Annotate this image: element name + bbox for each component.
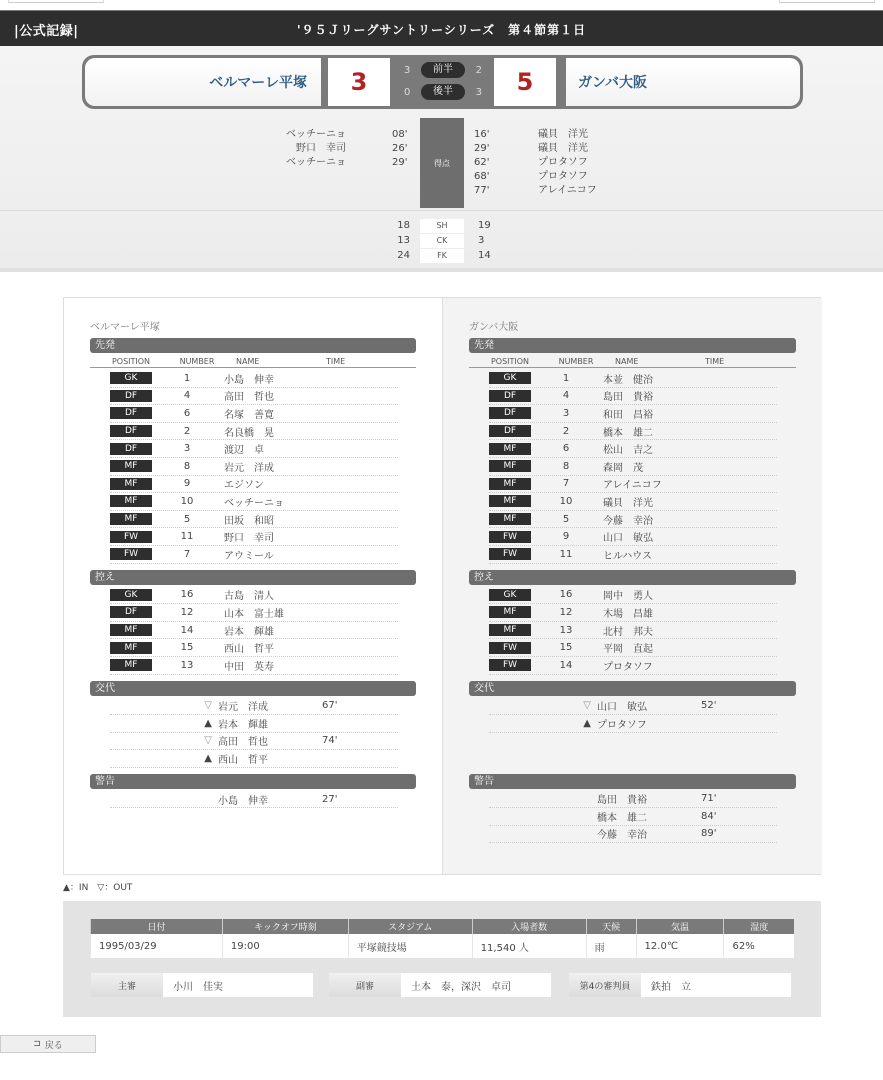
player-row [110, 657, 398, 675]
second-half-home: 0 [404, 86, 411, 98]
position-badge: MF [110, 478, 152, 490]
player-name: ヒルハウス [603, 550, 652, 562]
position-badge: MF [489, 478, 531, 490]
sub-in-icon: ▲ [583, 717, 591, 729]
player-name: 西山 哲平 [224, 644, 274, 656]
player-name: 北村 邦夫 [603, 626, 653, 638]
player-number: 14 [180, 624, 194, 636]
player-name: 今藤 幸治 [603, 515, 653, 527]
col-number: NUMBER [179, 357, 215, 366]
caution-row [489, 826, 777, 844]
player-name: 山本 富士雄 [224, 608, 284, 620]
sub-out-icon: ▽ [204, 735, 212, 747]
player-number: 6 [562, 443, 570, 455]
in-out-legend: ▲：IN ▽：OUT [63, 883, 133, 893]
position-badge: DF [110, 443, 152, 455]
header-kickoff: キックオフ時刻 [222, 919, 348, 934]
player-name: 古島 清人 [224, 591, 274, 603]
player-row [489, 405, 777, 423]
player-name: 名良橋 晃 [224, 427, 274, 439]
player-name: 島田 貴裕 [597, 795, 647, 807]
changes-header: 交代 [90, 681, 416, 696]
position-badge: MF [110, 460, 152, 472]
substitution-row [489, 698, 777, 716]
position-badge: MF [110, 642, 152, 654]
player-name: 岩元 洋成 [224, 462, 274, 474]
col-number: NUMBER [558, 357, 594, 366]
cautions-header: 警告 [469, 774, 796, 789]
home-team-label: ベルマーレ平塚 [90, 322, 160, 333]
value-stadium: 平塚競技場 [348, 934, 472, 958]
position-badge: MF [489, 624, 531, 636]
col-time: TIME [326, 357, 346, 366]
position-badge: MF [489, 443, 531, 455]
player-name: 岩本 輝雄 [224, 626, 274, 638]
header-humidity: 湿度 [724, 919, 794, 934]
player-row [489, 493, 777, 511]
player-number: 11 [559, 548, 573, 560]
position-badge: DF [489, 425, 531, 437]
shots-label: SH [420, 219, 464, 233]
home-lineup [64, 298, 443, 874]
player-row [110, 388, 398, 406]
position-badge: MF [489, 495, 531, 507]
caution-time: 27' [322, 793, 338, 805]
column-headers [90, 355, 416, 368]
first-half-label: 前半 [421, 62, 465, 78]
player-number: 11 [180, 531, 194, 543]
home-goal-scorer: 野口 幸司 [296, 143, 346, 154]
player-number: 10 [180, 495, 194, 507]
caution-row [489, 791, 777, 809]
player-name: 高田 哲也 [224, 392, 274, 404]
home-goal-scorer: ベッチーニョ [286, 157, 346, 168]
player-number: 3 [562, 407, 570, 419]
position-badge: FW [489, 642, 531, 654]
sub-out-icon: ▽ [583, 700, 591, 712]
value-temperature: 12.0℃ [636, 934, 724, 958]
player-name: 名塚 善寛 [224, 409, 274, 421]
player-row [110, 370, 398, 388]
position-badge: GK [110, 372, 152, 384]
player-row [489, 604, 777, 622]
away-goal-scorer: アレイニコフ [538, 185, 597, 196]
player-name: 岩本 輝雄 [218, 719, 268, 731]
referee-fourth [569, 973, 791, 997]
header-attendance: 入場者数 [472, 919, 586, 934]
player-number: 13 [180, 659, 194, 671]
home-team-name: ベルマーレ平塚 [85, 58, 321, 106]
player-row [110, 440, 398, 458]
value-humidity: 62% [724, 934, 794, 958]
score-area [0, 46, 883, 272]
value-attendance: 11,540 人 [472, 934, 586, 958]
player-name: 小島 伸幸 [218, 795, 268, 807]
away-goal-minute: 62' [474, 157, 490, 168]
referee-assistant-value: 土本 泰，深沢 卓司 [401, 973, 551, 997]
player-number: 14 [559, 659, 573, 671]
player-row [489, 370, 777, 388]
home-corners: 13 [397, 235, 410, 246]
position-badge: GK [489, 372, 531, 384]
player-name: アウミール [224, 550, 274, 562]
player-name: アレイニコフ [603, 480, 662, 492]
player-name: 高田 哲也 [218, 737, 268, 749]
player-number: 2 [562, 425, 570, 437]
player-number: 16 [180, 589, 194, 601]
away-goal-scorer: 礒貝 洋光 [538, 129, 588, 140]
cautions-header: 警告 [90, 774, 416, 789]
away-score: 5 [494, 58, 556, 106]
header-stadium: スタジアム [348, 919, 472, 934]
player-number: 12 [559, 606, 573, 618]
player-name: プロタソフ [603, 661, 653, 673]
starters-header: 先発 [469, 338, 796, 353]
position-badge: FW [110, 531, 152, 543]
substitution-row [110, 733, 398, 751]
match-stats [0, 210, 883, 270]
player-name: 田坂 和昭 [224, 515, 274, 527]
player-number: 9 [183, 478, 191, 490]
goals-section [0, 118, 883, 208]
subs-header: 控え [90, 570, 416, 585]
second-half-away: 3 [475, 86, 482, 98]
position-badge: GK [489, 589, 531, 601]
corners-label: CK [420, 234, 464, 248]
player-number: 3 [183, 443, 191, 455]
player-name: 和田 昌裕 [603, 409, 653, 421]
position-badge: MF [489, 513, 531, 525]
col-name: NAME [615, 357, 639, 366]
position-badge: FW [489, 659, 531, 671]
position-badge: MF [489, 606, 531, 618]
away-shots: 19 [478, 220, 491, 231]
player-name: 小島 伸幸 [224, 374, 274, 386]
player-row [489, 546, 777, 564]
player-number: 5 [183, 513, 191, 525]
away-goal-minute: 68' [474, 171, 490, 182]
caution-time: 71' [701, 793, 717, 805]
top-strip [0, 0, 883, 10]
player-row [110, 511, 398, 529]
player-name: エジソン [224, 480, 264, 492]
player-row [110, 458, 398, 476]
position-badge: DF [110, 425, 152, 437]
sub-in-icon: ▲ [204, 717, 212, 729]
value-date: 1995/03/29 [91, 934, 223, 958]
position-badge: FW [489, 548, 531, 560]
back-button[interactable] [0, 1035, 96, 1053]
position-badge: DF [489, 390, 531, 402]
player-row [110, 528, 398, 546]
away-lineup [443, 298, 822, 874]
value-kickoff: 19:00 [222, 934, 348, 958]
referee-fourth-value: 鉄拍 立 [641, 973, 791, 997]
player-name: 松山 吉之 [603, 445, 653, 457]
player-name: 山口 敏弘 [603, 533, 653, 545]
player-name: 今藤 幸治 [597, 830, 647, 842]
second-half-score [398, 82, 488, 102]
referee-main-value: 小川 佳実 [163, 973, 313, 997]
position-badge: MF [110, 624, 152, 636]
position-badge: MF [110, 495, 152, 507]
first-half-score [398, 60, 488, 80]
away-team-label: ガンバ大阪 [469, 322, 519, 333]
player-number: 1 [183, 372, 191, 384]
player-number: 15 [559, 642, 573, 654]
player-row [489, 440, 777, 458]
caution-time: 89' [701, 828, 717, 840]
player-row [489, 587, 777, 605]
match-info-table [90, 919, 794, 958]
player-name: 渡辺 卓 [224, 445, 264, 457]
column-headers [469, 355, 796, 368]
position-badge: GK [110, 589, 152, 601]
page-header [0, 10, 883, 46]
player-number: 7 [183, 548, 191, 560]
sub-time: 52' [701, 700, 717, 712]
player-number: 15 [180, 642, 194, 654]
subs-header: 控え [469, 570, 796, 585]
player-row [489, 476, 777, 494]
sub-out-icon: ▽ [204, 700, 212, 712]
player-name: 森岡 茂 [603, 462, 643, 474]
away-goal-minute: 16' [474, 129, 490, 140]
first-half-home: 3 [404, 64, 411, 76]
player-row [489, 657, 777, 675]
referee-assistant-label: 副審 [329, 973, 401, 997]
lineup-panel [63, 297, 821, 875]
home-goal-minute: 08' [392, 129, 408, 140]
first-half-away: 2 [475, 64, 482, 76]
away-goal-minute: 77' [474, 185, 490, 196]
position-badge: FW [110, 548, 152, 560]
player-row [489, 528, 777, 546]
away-goal-scorer: 礒貝 洋光 [538, 143, 588, 154]
player-row [110, 639, 398, 657]
player-number: 8 [183, 460, 191, 472]
position-badge: DF [489, 407, 531, 419]
player-row [110, 423, 398, 441]
position-badge: MF [489, 460, 531, 472]
player-name: 木場 昌雄 [603, 608, 653, 620]
referee-fourth-label: 第4の審判員 [569, 973, 641, 997]
player-row [110, 604, 398, 622]
away-team-name: ガンバ大阪 [566, 58, 800, 106]
col-position: POSITION [490, 357, 530, 366]
home-goal-minute: 29' [392, 157, 408, 168]
home-goal-minute: 26' [392, 143, 408, 154]
substitution-row [110, 715, 398, 733]
player-row [110, 493, 398, 511]
home-goal-scorer: ベッチーニョ [286, 129, 346, 140]
away-goal-minute: 29' [474, 143, 490, 154]
player-row [489, 388, 777, 406]
player-number: 13 [559, 624, 573, 636]
return-icon: ⊐ [33, 1039, 41, 1049]
value-weather: 雨 [586, 934, 636, 958]
top-tab-right[interactable] [779, 0, 875, 3]
match-info-panel [63, 901, 821, 1017]
second-half-label: 後半 [421, 84, 465, 100]
substitution-row [110, 750, 398, 768]
player-number: 7 [562, 478, 570, 490]
player-name: 中田 英寿 [224, 661, 274, 673]
away-goal-scorer: プロタソフ [538, 157, 588, 168]
away-goal-scorer: プロタソフ [538, 171, 588, 182]
sub-time: 67' [322, 700, 338, 712]
player-number: 1 [562, 372, 570, 384]
player-name: 島田 貴裕 [603, 392, 653, 404]
freekicks-label: FK [420, 249, 464, 263]
player-name: 平岡 直起 [603, 644, 653, 656]
player-number: 8 [562, 460, 570, 472]
referee-assistant [329, 973, 551, 997]
position-badge: MF [110, 513, 152, 525]
col-time: TIME [705, 357, 725, 366]
player-name: 橋本 雄二 [603, 427, 653, 439]
player-row [110, 405, 398, 423]
player-number: 6 [183, 407, 191, 419]
back-button-label: 戻る [44, 1040, 63, 1051]
player-number: 16 [559, 589, 573, 601]
player-number: 2 [183, 425, 191, 437]
player-name: 山口 敏弘 [597, 702, 647, 714]
position-badge: DF [110, 606, 152, 618]
goals-label: 得点 [420, 118, 464, 208]
caution-row [110, 791, 398, 809]
player-number: 9 [562, 531, 570, 543]
player-name: 岡中 勇人 [603, 591, 653, 603]
sub-in-icon: ▲ [204, 753, 212, 765]
page-title: '９５Ｊリーグサントリーシリーズ 第４節第１日 [296, 23, 587, 37]
player-number: 4 [183, 390, 191, 402]
player-row [489, 423, 777, 441]
player-row [489, 458, 777, 476]
player-name: ベッチーニョ [224, 497, 284, 509]
player-name: 岩元 洋成 [218, 702, 268, 714]
col-name: NAME [236, 357, 260, 366]
player-row [110, 622, 398, 640]
caution-time: 84' [701, 810, 717, 822]
player-number: 4 [562, 390, 570, 402]
referee-main [91, 973, 313, 997]
top-tab-left[interactable] [8, 0, 104, 3]
starters-header: 先発 [90, 338, 416, 353]
player-name: 礒貝 洋光 [603, 497, 653, 509]
official-record-badge: |公式記録| [14, 24, 79, 39]
sub-time: 74' [322, 735, 338, 747]
changes-header: 交代 [469, 681, 796, 696]
player-number: 5 [562, 513, 570, 525]
position-badge: DF [110, 390, 152, 402]
player-name: プロタソフ [597, 719, 647, 731]
away-corners: 3 [478, 235, 485, 246]
header-temperature: 気温 [636, 919, 724, 934]
player-row [489, 639, 777, 657]
player-name: 橋本 雄二 [597, 812, 647, 824]
player-row [110, 476, 398, 494]
away-freekicks: 14 [478, 250, 491, 261]
caution-row [489, 808, 777, 826]
home-freekicks: 24 [397, 250, 410, 261]
scoreboard [82, 55, 803, 109]
player-name: 本並 健治 [603, 374, 653, 386]
substitution-row [489, 715, 777, 733]
home-shots: 18 [397, 220, 410, 231]
player-name: 西山 哲平 [218, 755, 268, 767]
col-position: POSITION [111, 357, 151, 366]
player-row [110, 546, 398, 564]
position-badge: FW [489, 531, 531, 543]
player-name: 野口 幸司 [224, 533, 274, 545]
player-number: 10 [559, 495, 573, 507]
player-row [110, 587, 398, 605]
player-row [489, 622, 777, 640]
home-score: 3 [328, 58, 390, 106]
position-badge: MF [110, 659, 152, 671]
header-weather: 天候 [586, 919, 636, 934]
substitution-row [110, 698, 398, 716]
player-row [489, 511, 777, 529]
position-badge: DF [110, 407, 152, 419]
referee-main-label: 主審 [91, 973, 163, 997]
header-date: 日付 [91, 919, 223, 934]
player-number: 12 [180, 606, 194, 618]
